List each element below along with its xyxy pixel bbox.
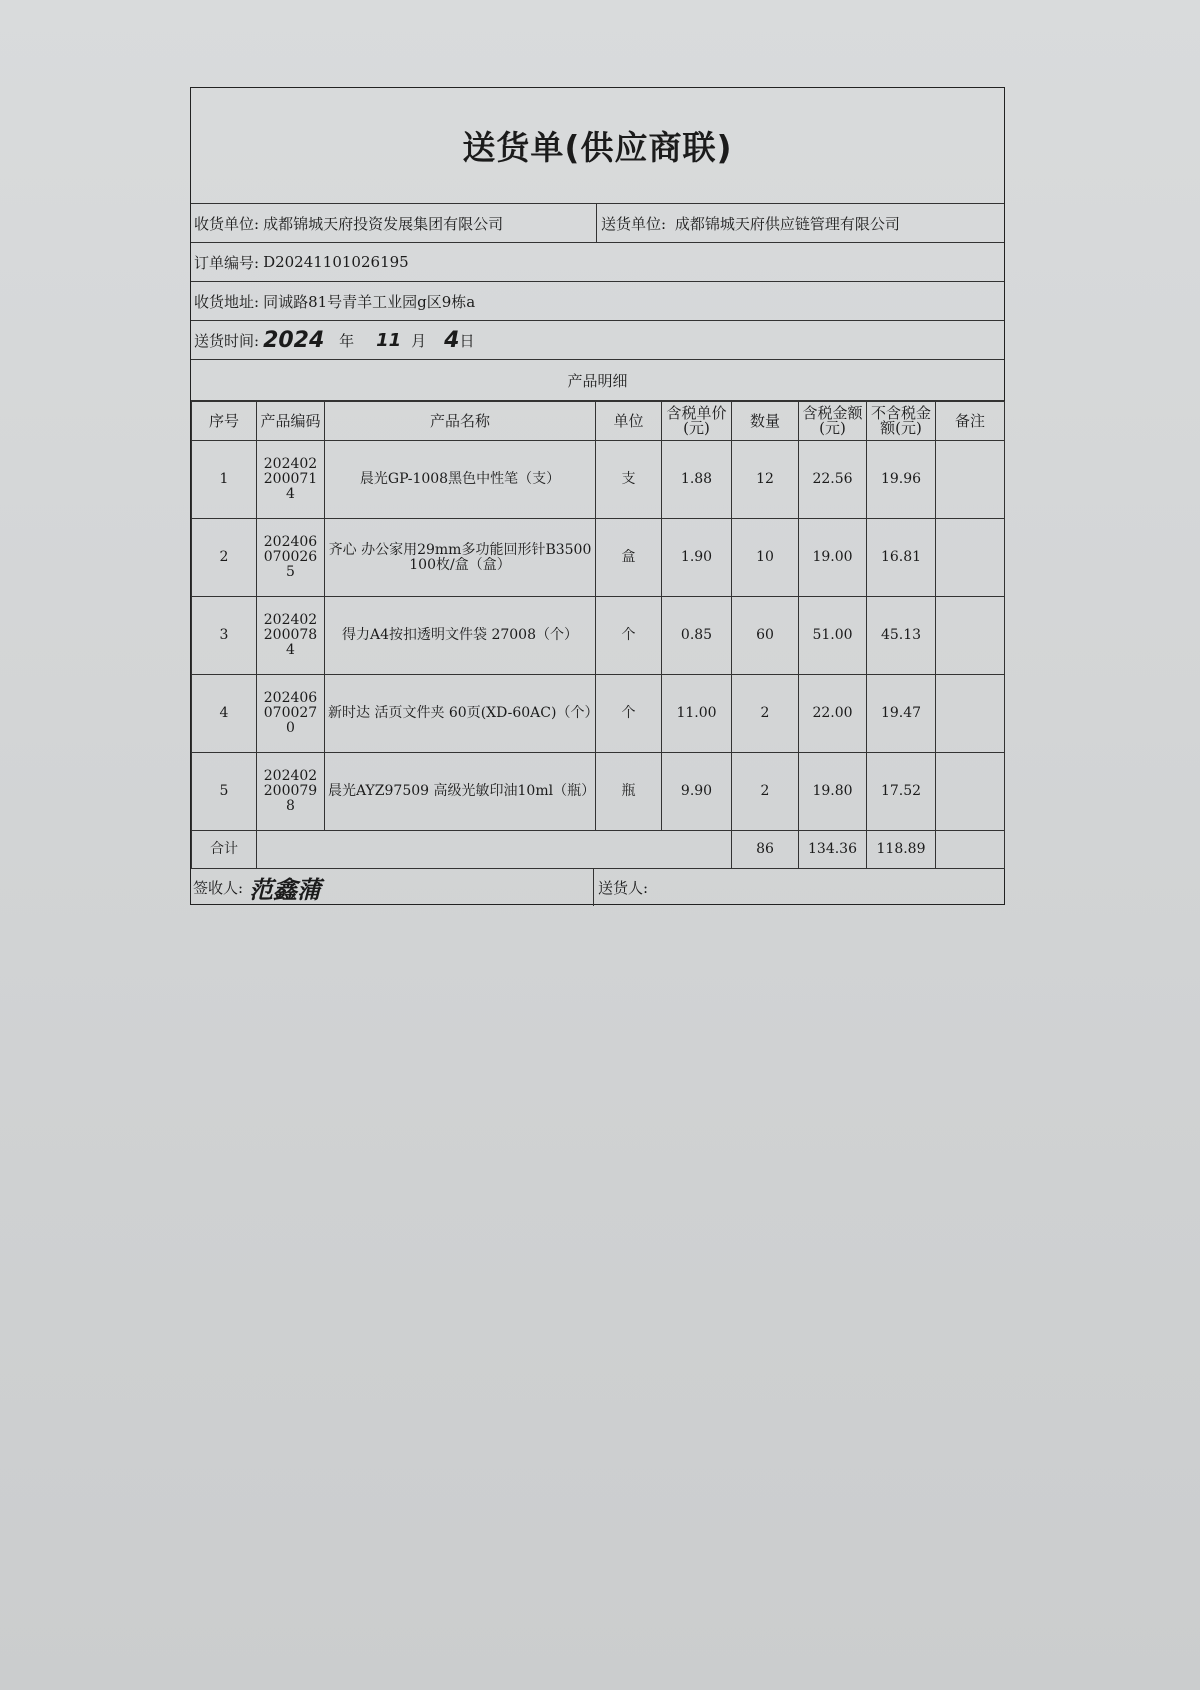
total-label: 合计	[192, 831, 257, 869]
header-name: 产品名称	[325, 402, 596, 441]
table-row	[192, 675, 1005, 753]
handwritten-month: 11	[376, 329, 402, 351]
cell-unit: 个	[596, 597, 662, 675]
signer-label: 签收人:	[193, 878, 244, 897]
cell-name: 晨光GP-1008黑色中性笔（支）	[325, 441, 596, 519]
order-value: D20241101026195	[263, 253, 409, 271]
document-title: 送货单(供应商联)	[191, 88, 1004, 204]
header-unit: 单位	[596, 402, 662, 441]
cell-net: 45.13	[867, 597, 936, 675]
row-divider	[596, 204, 597, 242]
cell-no: 1	[192, 441, 257, 519]
sender-block	[601, 213, 900, 234]
signature-divider	[593, 868, 594, 906]
total-qty: 86	[732, 831, 799, 869]
cell-net: 19.96	[867, 441, 936, 519]
address-row	[191, 282, 1004, 321]
cell-code: 2024060700265	[257, 519, 325, 597]
handwritten-year: 2024	[263, 327, 325, 353]
cell-unit: 盒	[596, 519, 662, 597]
deliverer-cell	[596, 868, 648, 906]
time-label: 送货时间:	[194, 331, 260, 350]
address-label: 收货地址:	[194, 292, 260, 311]
total-row	[192, 831, 1005, 869]
header-note: 备注	[936, 402, 1005, 441]
cell-unit: 瓶	[596, 753, 662, 831]
receiver-value: 成都锦城天府投资发展集团有限公司	[263, 214, 504, 233]
table-row	[192, 441, 1005, 519]
cell-qty: 12	[732, 441, 799, 519]
cell-price: 1.88	[662, 441, 732, 519]
cell-amount: 19.00	[799, 519, 867, 597]
cell-price: 11.00	[662, 675, 732, 753]
cell-no: 5	[192, 753, 257, 831]
cell-name: 晨光AYZ97509 高级光敏印油10ml（瓶）	[325, 753, 596, 831]
cell-name: 新时达 活页文件夹 60页(XD-60AC)（个）	[325, 675, 596, 753]
cell-name: 得力A4按扣透明文件袋 27008（个）	[325, 597, 596, 675]
cell-qty: 2	[732, 675, 799, 753]
cell-price: 0.85	[662, 597, 732, 675]
cell-net: 19.47	[867, 675, 936, 753]
day-char: 日	[459, 331, 475, 350]
cell-amount: 22.56	[799, 441, 867, 519]
cell-code: 2024022000798	[257, 753, 325, 831]
total-empty	[257, 831, 732, 869]
cell-code: 2024022000714	[257, 441, 325, 519]
cell-code: 2024060700270	[257, 675, 325, 753]
signature-row	[191, 868, 1004, 906]
cell-note	[936, 441, 1005, 519]
table-row	[192, 519, 1005, 597]
signer-signature: 范鑫蒲	[249, 875, 322, 904]
cell-qty: 2	[732, 753, 799, 831]
cell-unit: 个	[596, 675, 662, 753]
cell-note	[936, 519, 1005, 597]
header-code: 产品编码	[257, 402, 325, 441]
total-amount: 134.36	[799, 831, 867, 869]
header-qty: 数量	[732, 402, 799, 441]
cell-qty: 10	[732, 519, 799, 597]
header-amount: 含税金额(元)	[799, 402, 867, 441]
cell-note	[936, 597, 1005, 675]
cell-unit: 支	[596, 441, 662, 519]
cell-note	[936, 675, 1005, 753]
cell-note	[936, 753, 1005, 831]
header-net: 不含税金额(元)	[867, 402, 936, 441]
header-no: 序号	[192, 402, 257, 441]
address-value: 同诚路81号青羊工业园g区9栋a	[263, 292, 476, 311]
table-row	[192, 597, 1005, 675]
cell-amount: 22.00	[799, 675, 867, 753]
product-table	[191, 401, 1005, 869]
receiver-label: 收货单位:	[194, 214, 260, 233]
cell-no: 2	[192, 519, 257, 597]
month-char: 月	[411, 331, 427, 350]
handwritten-day: 4	[444, 327, 460, 353]
cell-amount: 19.80	[799, 753, 867, 831]
cell-no: 3	[192, 597, 257, 675]
cell-name: 齐心 办公家用29mm多功能回形针B3500 100枚/盒（盒）	[325, 519, 596, 597]
table-header-row	[192, 402, 1005, 441]
cell-price: 9.90	[662, 753, 732, 831]
sender-label: 送货单位:	[601, 214, 667, 233]
table-row	[192, 753, 1005, 831]
delivery-note-sheet	[190, 87, 1005, 905]
receiver-sender-row	[191, 204, 1004, 243]
order-row	[191, 243, 1004, 282]
cell-no: 4	[192, 675, 257, 753]
section-title: 产品明细	[191, 360, 1004, 401]
total-note	[936, 831, 1005, 869]
order-label: 订单编号:	[194, 253, 260, 272]
header-price: 含税单价(元)	[662, 402, 732, 441]
cell-amount: 51.00	[799, 597, 867, 675]
deliverer-label: 送货人:	[598, 878, 649, 897]
cell-code: 2024022000784	[257, 597, 325, 675]
cell-net: 17.52	[867, 753, 936, 831]
time-row	[191, 321, 1004, 360]
year-char: 年	[339, 331, 355, 350]
cell-qty: 60	[732, 597, 799, 675]
total-net: 118.89	[867, 831, 936, 869]
signer-cell	[191, 868, 595, 906]
cell-price: 1.90	[662, 519, 732, 597]
sender-value: 成都锦城天府供应链管理有限公司	[674, 214, 900, 233]
cell-net: 16.81	[867, 519, 936, 597]
